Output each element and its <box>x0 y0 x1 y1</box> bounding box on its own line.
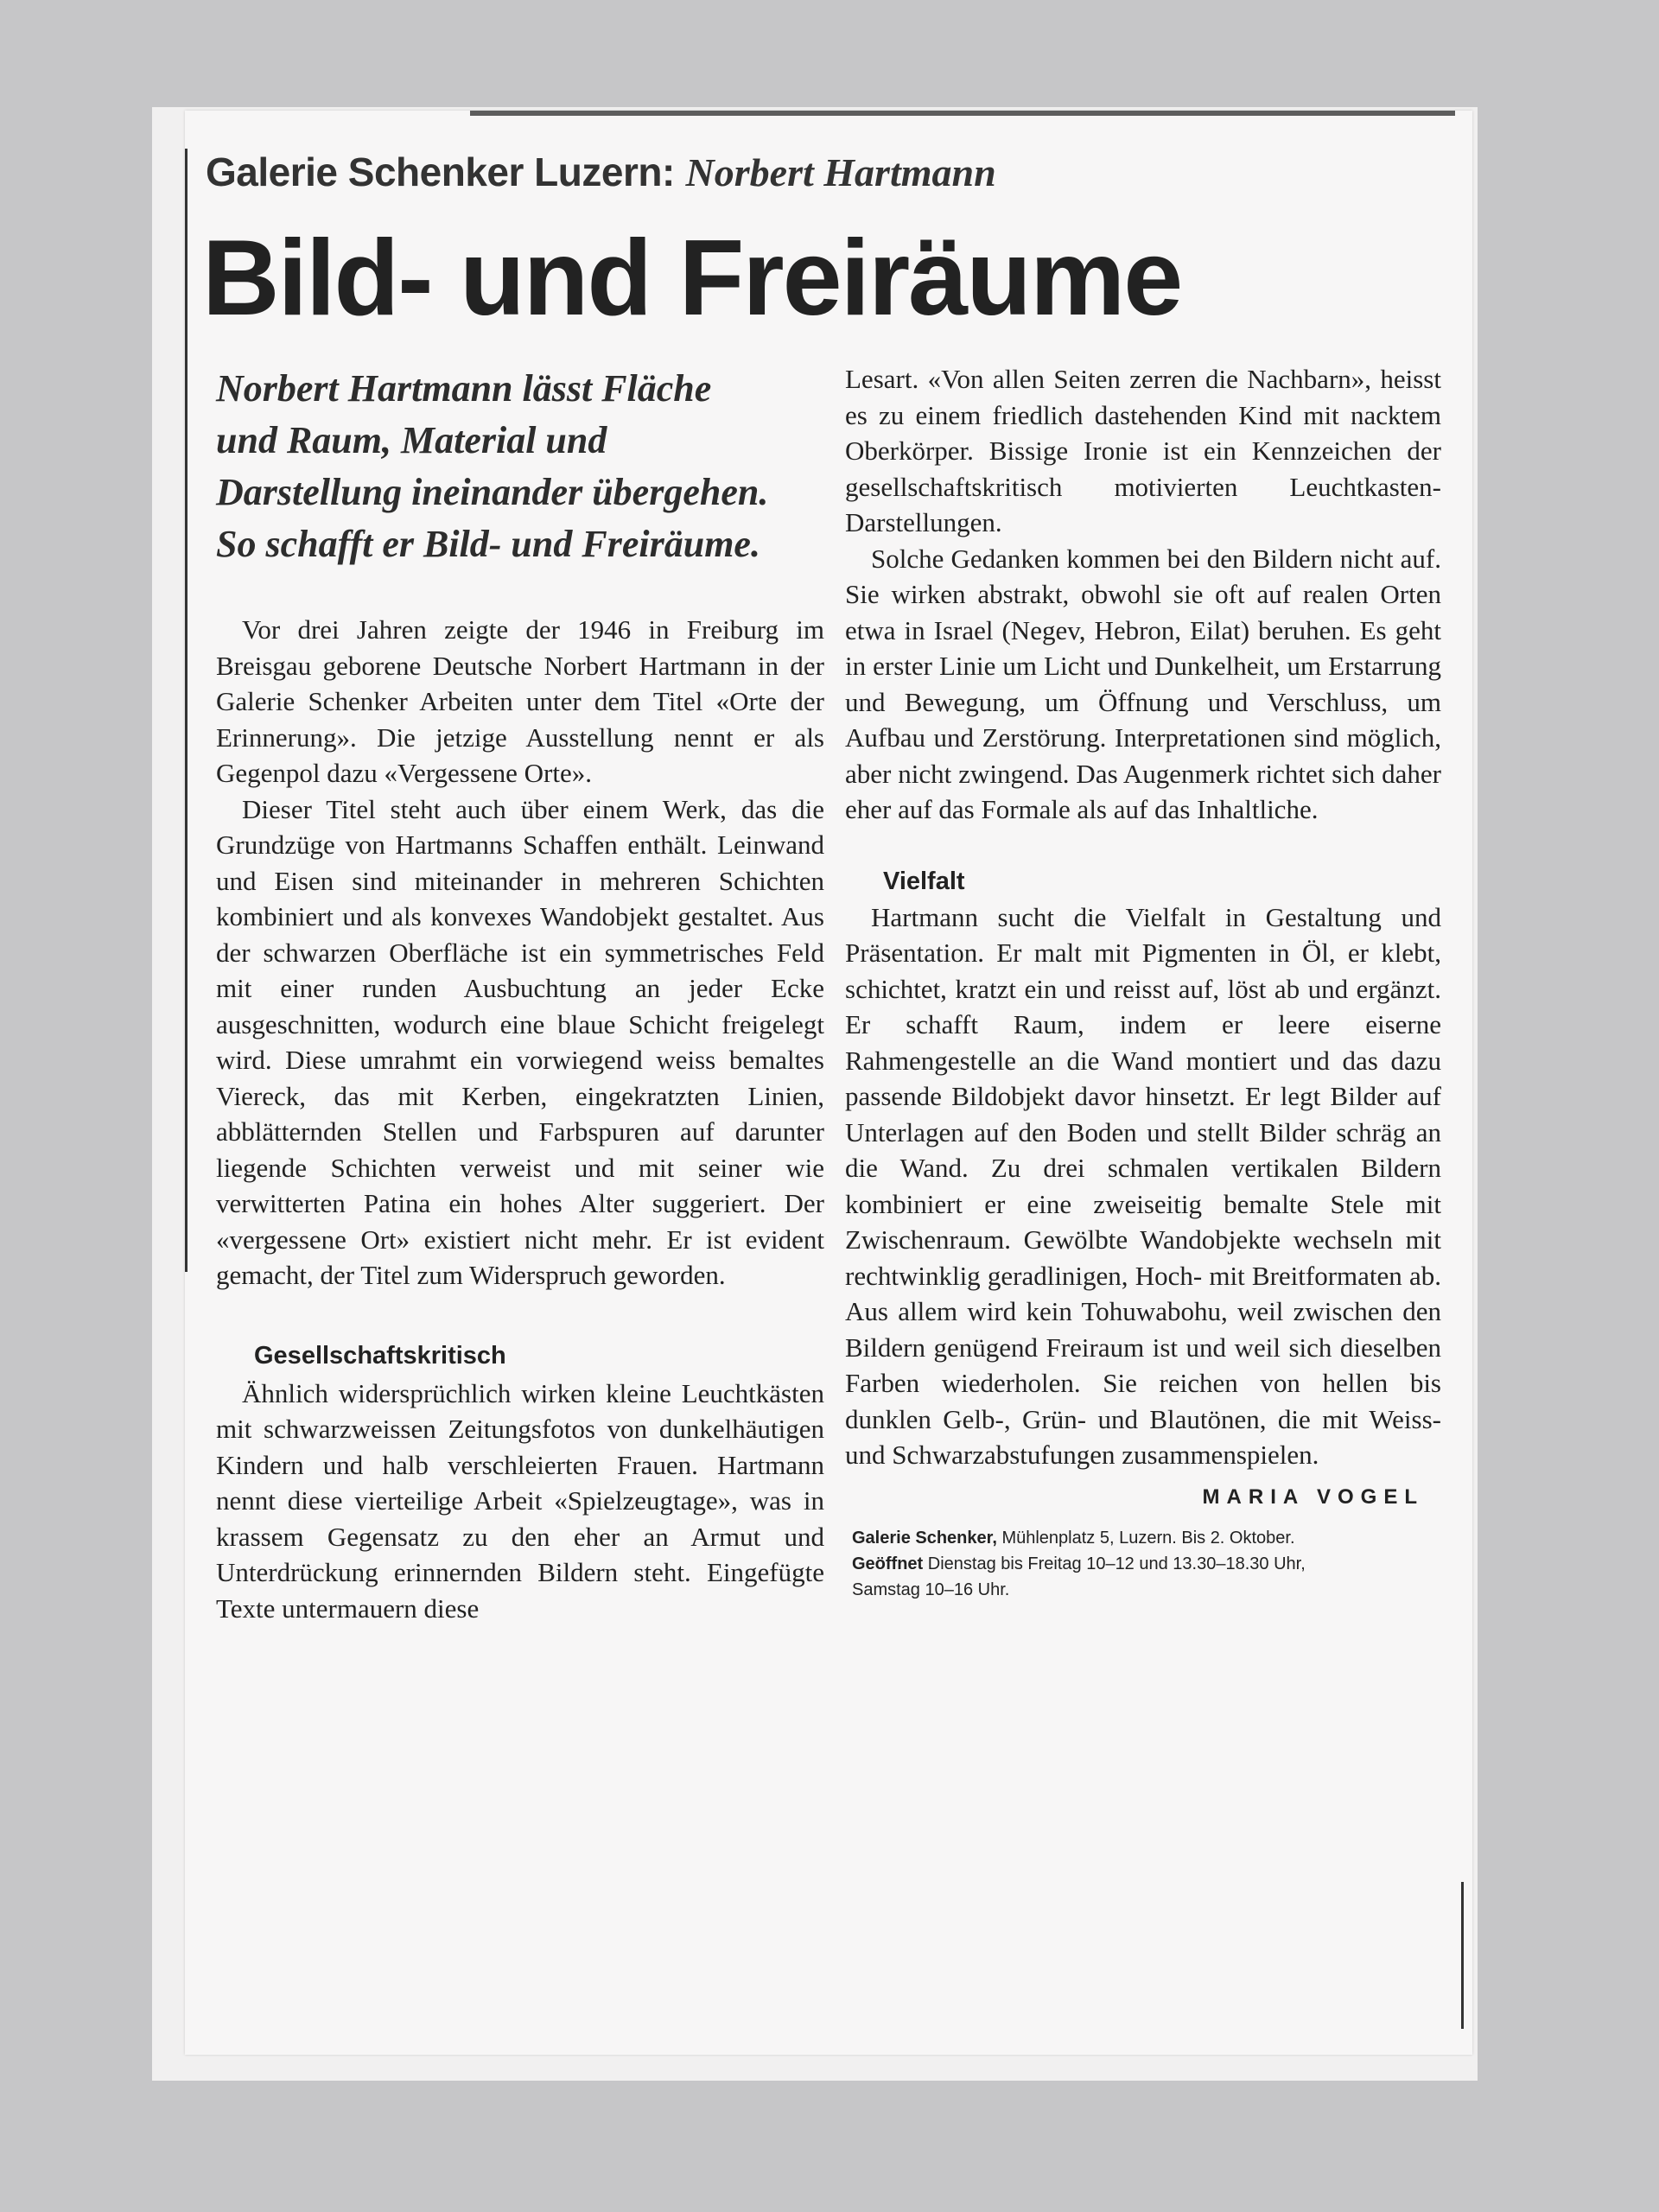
body-paragraph: Dieser Titel steht auch über einem Werk, das die Grundzüge von Hartmanns Schaffen enthält. Leinwand und Eisen sind miteinander in mehreren Schichten kombiniert und als konvexes Wandobjekt gestaltet. Aus der schwarzen Oberfläche ist ein symmetrisches Feld mit einer runden Ausbuchtung an jeder Ecke ausgeschnitten, wodurch eine blaue Schicht freigelegt wird. Diese umrahmt ein vorwiegend weiss bemaltes Viereck, das mit Kerben, eingekratzten Linien, abblätternden Stellen und Farbspuren auf darunter liegende Schichten verweist und mit seiner wie verwitterten Patina ein hohes Alter suggeriert. Der «vergessene Ort» existiert nicht mehr. Er ist evident gemacht, der Titel zum Widerspruch geworden. <box>216 793 824 1290</box>
info-open-label: Geöffnet <box>852 1554 924 1573</box>
info-hours: Dienstag bis Freitag 10–12 und 13.30–18.30 Uhr, <box>923 1554 1306 1573</box>
subhead-vielfalt: Vielfalt <box>883 867 965 895</box>
info-venue: Galerie Schenker, <box>852 1528 997 1548</box>
lead-paragraph: Norbert Hartmann lässt Fläche und Raum, Material und Darstellung ineinander übergehen. So schafft er Bild- und Freiräume. <box>216 367 769 565</box>
right-rule <box>1461 1882 1464 2029</box>
exhibition-info <box>845 1525 1441 1603</box>
author-signature: MARIA VOGEL <box>1202 1484 1424 1509</box>
newspaper-clipping <box>185 111 1472 2055</box>
subhead-gesellschaftskritisch: Gesellschaftskritisch <box>254 1341 506 1370</box>
top-rule <box>470 111 1455 116</box>
body-paragraph: Lesart. «Von allen Seiten zerren die Nachbarn», heisst es zu einem friedlich dastehenden Kind mit nacktem Oberkörper. Bissige Ironie ist ein Kennzeichen der gesellschaftskritisch motivierten Leuchtkasten-Darstellungen. <box>845 364 1441 537</box>
kicker <box>206 149 996 195</box>
body-paragraph: Vor drei Jahren zeigte der 1946 in Freiburg im Breisgau geborene Deutsche Norbert Hartmann in der Galerie Schenker Arbeiten unter dem Titel «Orte der Erinnerung». Die jetzige Ausstellung nennt er als Gegenpol dazu «Vergessene Orte». <box>216 614 824 788</box>
left-column-rule <box>185 149 188 1272</box>
body-paragraph: Hartmann sucht die Vielfalt in Gestaltung und Präsentation. Er malt mit Pigmenten in Öl, er klebt, schichtet, kratzt ein und reisst auf, löst ab und ergänzt. Er schafft Raum, indem er leere eiserne Rahmengestelle an die Wand montiert und das dazu passende Bildobjekt davor hinsetzt. Er legt Bilder auf Unterlagen auf den Boden und stellt Bilder schräg an die Wand. Zu drei schmalen vertikalen Bildern kombiniert er eine zweiseitig bemalte Stele mit Zwischenraum. Gewölbte Wandobjekte wechseln mit rechtwinklig geradlinigen, Hoch- mit Breitformaten ab. Aus allem wird kein Tohuwabohu, weil zwischen den Bildern genügend Freiraum ist und weil sich dieselben Farben wiederholen. Sie reichen von hellen bis dunklen Gelb-, Grün- und Blautönen, die mit Weiss- und Schwarzabstufungen zusammenspielen. <box>845 901 1441 1470</box>
info-line <box>852 1551 1441 1577</box>
kicker-venue: Galerie Schenker Luzern: <box>206 149 675 194</box>
body-paragraph: Solche Gedanken kommen bei den Bildern nicht auf. Sie wirken abstrakt, obwohl sie oft auf realen Orten etwa in Israel (Negev, Hebron, Eilat) beruhen. Es geht in erster Linie um Licht und Dunkelheit, um Erstarrung und Bewegung, um Öffnung und Verschluss, um Aufbau und Zerstörung. Interpretationen sind möglich, aber nicht zwingend. Das Augenmerk richtet sich daher eher auf das Formale als auf das Inhaltliche. <box>845 543 1441 824</box>
right-column <box>845 361 1441 1603</box>
body-paragraph: Ähnlich widersprüchlich wirken kleine Leuchtkästen mit schwarzweissen Zeitungsfotos von dunkelhäutigen Kindern und halb verschleierten Frauen. Hartmann nennt diese vierteilige Arbeit «Spielzeugtage», was in krassem Gegensatz zu den eher an Armut und Unterdrückung erinnernden Bildern steht. Eingefügte Texte untermauern diese <box>216 1377 824 1624</box>
info-line: Samstag 10–16 Uhr. <box>852 1580 1010 1599</box>
headline: Bild- und Freiräume <box>202 219 1182 338</box>
kicker-artist: Norbert Hartmann <box>685 150 996 194</box>
info-address: Mühlenplatz 5, Luzern. Bis 2. Oktober. <box>996 1528 1295 1548</box>
left-column <box>216 363 824 1626</box>
info-line <box>852 1525 1441 1551</box>
